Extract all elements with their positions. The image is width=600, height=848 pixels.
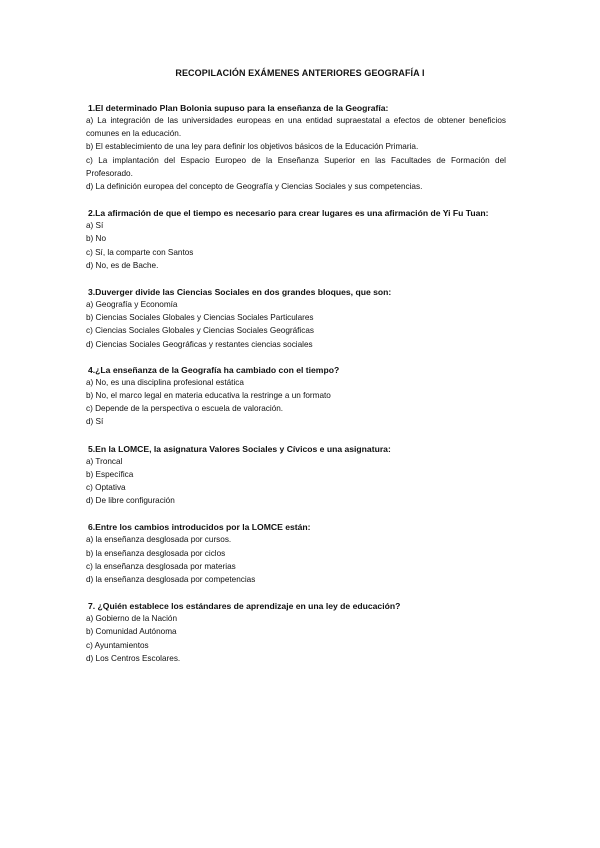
question-1 — [86, 102, 506, 193]
option-c: c) Depende de la perspectiva o escuela de valoración. — [86, 404, 284, 414]
question-text: 3.Duverger divide las Ciencias Sociales en dos grandes bloques, que son: — [88, 287, 392, 298]
option-b: b) No — [86, 234, 107, 244]
question-7 — [86, 600, 506, 665]
question-text: 4.¿La enseñanza de la Geografía ha cambiado con el tiempo? — [88, 364, 340, 375]
option-a: a) La integración de las universidades europeas en una entidad supraestatal a efectos de obtener beneficios comunes en la educación. — [86, 116, 506, 139]
question-3 — [86, 286, 506, 351]
option-list — [86, 114, 506, 193]
option-a: a) la enseñanza desglosada por cursos. — [86, 535, 232, 545]
option-d: d) Sí — [86, 417, 104, 427]
document-title: RECOPILACIÓN EXÁMENES ANTERIORES GEOGRAFÍA I — [175, 68, 425, 78]
option-a: a) No, es una disciplina profesional estática — [86, 377, 244, 387]
option-a: a) Troncal — [86, 456, 123, 466]
option-list — [86, 612, 506, 665]
option-d: d) Ciencias Sociales Geográficas y restantes ciencias sociales — [86, 339, 313, 349]
question-text: 6.Entre los cambios introducidos por la LOMCE están: — [88, 522, 311, 533]
option-c: c) Sí, la comparte con Santos — [86, 247, 194, 257]
option-list — [86, 219, 506, 272]
question-text: 5.En la LOMCE, la asignatura Valores Sociales y Cívicos e una asignatura: — [88, 443, 391, 454]
question-text: 2.La afirmación de que el tiempo es necesario para crear lugares es una afirmación de Yi Fu Tuan: — [88, 208, 489, 219]
option-list — [86, 533, 506, 586]
option-a: a) Geografía y Economía — [86, 300, 178, 310]
option-d: d) la enseñanza desglosada por competencias — [86, 575, 256, 585]
question-text: 7. ¿Quién establece los estándares de aprendizaje en una ley de educación? — [88, 601, 401, 612]
option-b: b) Comunidad Autónoma — [86, 627, 177, 637]
option-b: b) Específica — [86, 469, 134, 479]
option-c: c) Ciencias Sociales Globales y Ciencias Sociales Geográficas — [86, 326, 314, 336]
option-a: a) Sí — [86, 221, 104, 231]
option-b: b) Ciencias Sociales Globales y Ciencias Sociales Particulares — [86, 313, 314, 323]
option-a: a) Gobierno de la Nación — [86, 614, 178, 624]
option-b: b) No, el marco legal en materia educativa la restringe a un formato — [86, 391, 331, 401]
option-d: d) No, es de Bache. — [86, 260, 159, 270]
option-c: c) la enseñanza desglosada por materias — [86, 561, 236, 571]
option-b: b) El establecimiento de una ley para definir los objetivos básicos de la Educación Primaria. — [86, 142, 419, 152]
option-list — [86, 455, 506, 508]
question-2 — [86, 207, 506, 272]
option-d: d) De libre configuración — [86, 496, 175, 506]
option-list — [86, 298, 506, 351]
question-list — [86, 102, 506, 679]
option-list — [86, 376, 506, 429]
option-d: d) Los Centros Escolares. — [86, 653, 181, 663]
option-d: d) La definición europea del concepto de Geografía y Ciencias Sociales y sus competencias. — [86, 182, 423, 192]
question-6 — [86, 521, 506, 586]
option-b: b) la enseñanza desglosada por ciclos — [86, 548, 226, 558]
option-c: c) La implantación del Espacio Europeo de la Enseñanza Superior en las Facultades de Formación del Profesorado. — [86, 155, 506, 178]
question-text: 1.El determinado Plan Bolonia supuso para la enseñanza de la Geografía: — [88, 103, 389, 113]
option-c: c) Optativa — [86, 483, 126, 493]
question-5 — [86, 443, 506, 508]
question-4 — [86, 364, 506, 429]
option-c: c) Ayuntamientos — [86, 640, 149, 650]
